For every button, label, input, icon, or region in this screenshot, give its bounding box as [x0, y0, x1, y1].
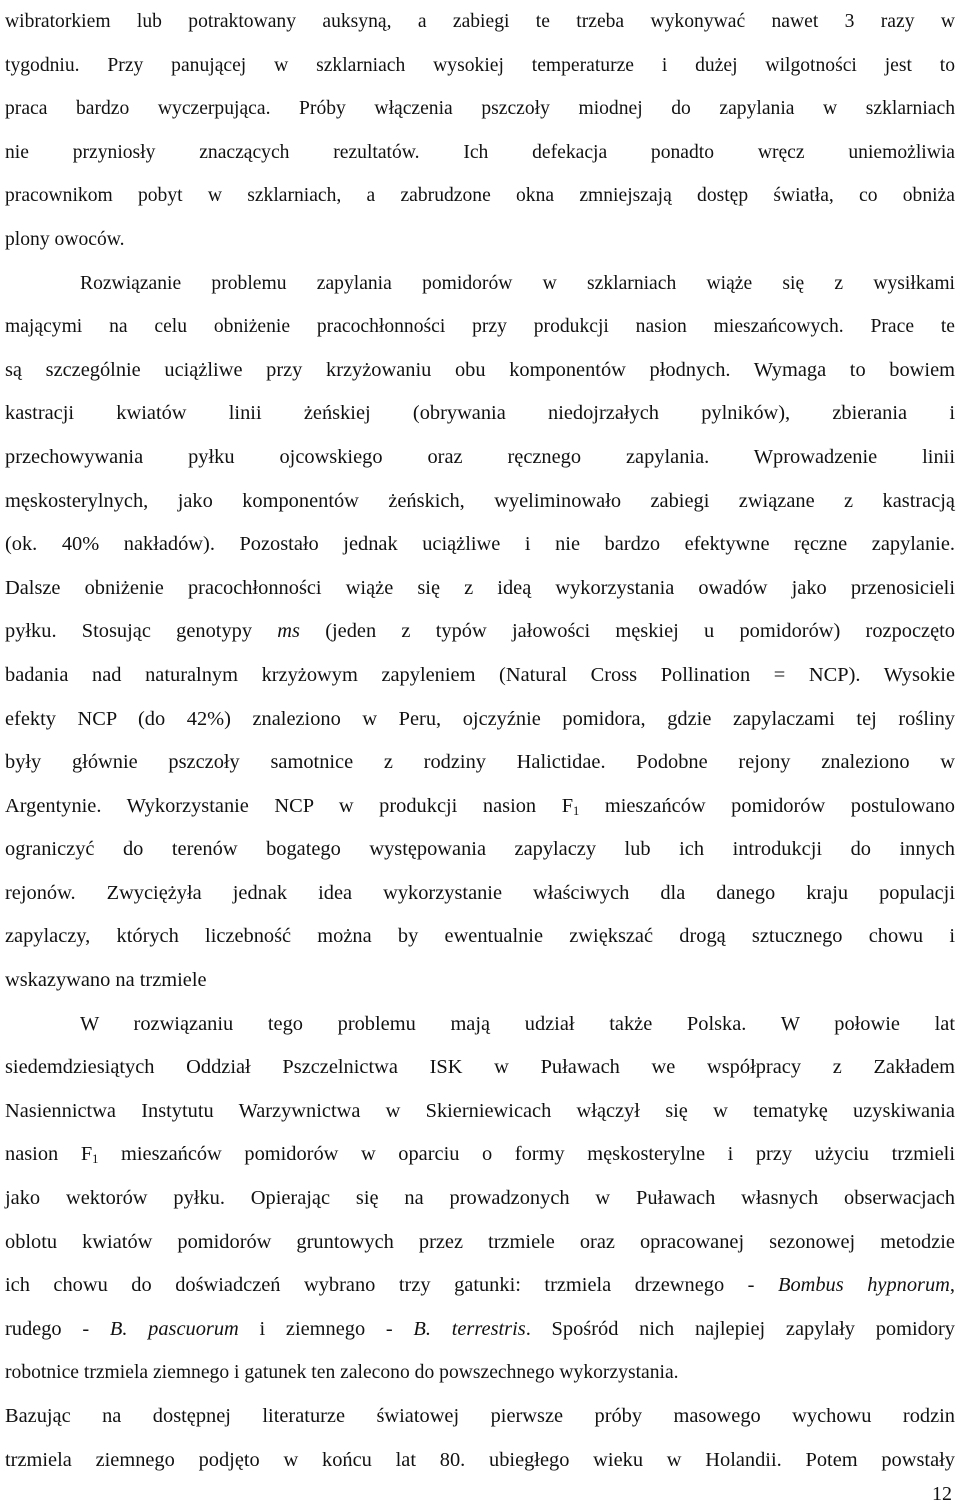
text-line: ich chowu do doświadczeń wybrano trzy gatunki: trzmiela drzewnego - Bombus hypnorum, — [5, 1274, 955, 1297]
paragraph — [5, 262, 955, 1003]
text-line: siedemdziesiątych Oddział Pszczelnictwa ISK w Puławach we współpracy z Zakładem — [5, 1056, 955, 1079]
text-line: męskosterylnych, jako komponentów żeńskich, wyeliminowało zabiegi związane z kastracją — [5, 489, 955, 512]
subscript: 1 — [92, 1152, 99, 1167]
species-name: B. pascuorum — [109, 1317, 239, 1340]
text-line: mającymi na celu obniżenie pracochłonności przy produkcji nasion mieszańcowych. Prace te — [5, 316, 955, 338]
text-line: badania nad naturalnym krzyżowym zapyleniem (Natural Cross Pollination = NCP). Wysokie — [5, 663, 955, 686]
paragraph — [5, 1003, 955, 1395]
genotype-name: ms — [277, 620, 300, 643]
text-line: W rozwiązaniu tego problemu mają udział także Polska. W połowie lat — [80, 1012, 955, 1035]
text-line: praca bardzo wyczerpująca. Próby włączenia pszczoły miodnej do zapylania w szklarniach — [5, 98, 955, 120]
text-line: pyłku. Stosując genotypy ms (jeden z typów jałowości męskiej u pomidorów) rozpoczęto — [5, 620, 955, 643]
paragraph — [5, 1395, 955, 1482]
text-line: jako wektorów pyłku. Opierając się na prowadzonych w Puławach własnych obserwacjach — [5, 1187, 955, 1210]
subscript: 1 — [573, 803, 580, 818]
text-line: wskazywano na trzmiele — [5, 969, 207, 992]
text-line: pracownikom pobyt w szklarniach, a zabrudzone okna zmniejszają dostęp światła, co obniża — [5, 185, 955, 207]
paragraph — [5, 0, 955, 262]
text-line: zapylaczy, których liczebność można by ewentualnie zwiększać drogą sztucznego chowu i — [5, 925, 955, 948]
text-line: Bazując na dostępnej literaturze światowej pierwsze próby masowego wychowu rodzin — [5, 1405, 955, 1427]
text-line: Argentynie. Wykorzystanie NCP w produkcji nasion $F_1$ mieszańców pomidorów postulowano — [5, 794, 955, 818]
text-line: rudego - B. pascuorum i ziemnego - B. terrestris. Spośród nich najlepiej zapylały pomidory — [5, 1317, 955, 1340]
text-line: ograniczyć do terenów bogatego występowania zapylaczy lub ich introdukcji do innych — [5, 838, 955, 861]
text-line: nasion $F_1$ mieszańców pomidorów w oparciu o formy męskosterylne i przy użyciu trzmieli — [5, 1143, 955, 1167]
text-line: nie przyniosły znaczących rezultatów. Ich defekacja ponadto wręcz uniemożliwia — [5, 141, 955, 163]
text-line: efekty NCP (do 42%) znaleziono w Peru, ojczyźnie pomidora, gdzie zapylaczami tej rośliny — [5, 707, 955, 730]
species-name: B. terrestris — [413, 1317, 526, 1340]
text-line: Dalsze obniżenie pracochłonności wiąże się z ideą wykorzystania owadów jako przenosicieli — [5, 576, 955, 599]
text-line: rejonów. Zwyciężyła jednak idea wykorzystanie właściwych dla danego kraju populacji — [5, 881, 955, 904]
page-number: 12 — [932, 1483, 952, 1505]
text-line: Nasiennictwa Instytutu Warzywnictwa w Skierniewicach włączył się w tematykę uzyskiwania — [5, 1099, 955, 1122]
text-line: przechowywania pyłku ojcowskiego oraz ręcznego zapylania. Wprowadzenie linii — [5, 445, 955, 468]
document-page — [5, 0, 955, 1509]
text-line: kastracji kwiatów linii żeńskiej (obrywania niedojrzałych pylników), zbierania i — [5, 402, 955, 425]
text-line: tygodniu. Przy panującej w szklarniach wysokiej temperaturze i dużej wilgotności jest to — [5, 54, 955, 76]
species-name: Bombus hypnorum — [777, 1274, 950, 1297]
text-line: robotnice trzmiela ziemnego i gatunek ten zalecono do powszechnego wykorzystania. — [5, 1362, 679, 1384]
text-line: Rozwiązanie problemu zapylania pomidorów w szklarniach wiąże się z wysiłkami — [80, 272, 955, 294]
text-line: (ok. 40% nakładów). Pozostało jednak uciążliwe i nie bardzo efektywne ręczne zapylanie. — [5, 533, 955, 556]
text-line: trzmiela ziemnego podjęto w końcu lat 80. ubiegłego wieku w Holandii. Potem powstały — [5, 1448, 955, 1471]
text-line: plony owoców. — [5, 228, 125, 250]
text-line: wibratorkiem lub potraktowany auksyną, a zabiegi te trzeba wykonywać nawet 3 razy w — [5, 11, 955, 32]
text-line: są szczególnie uciążliwe przy krzyżowaniu obu komponentów płodnych. Wymaga to bowiem — [5, 358, 955, 381]
text-line: były głównie pszczoły samotnice z rodziny Halictidae. Podobne rejony znaleziono w — [5, 751, 955, 774]
text-line: oblotu kwiatów pomidorów gruntowych przez trzmiele oraz opracowanej sezonowej metodzie — [5, 1230, 955, 1253]
